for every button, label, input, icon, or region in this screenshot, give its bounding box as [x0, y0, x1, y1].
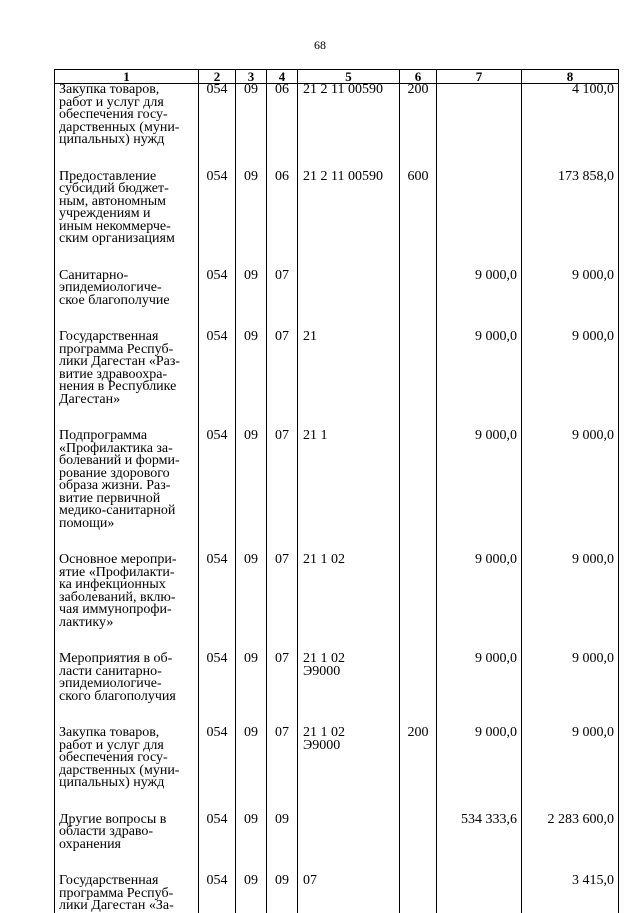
row-target-item-text: 21	[303, 329, 317, 344]
row-target-item-cell	[298, 270, 400, 308]
row-target-item-cell	[298, 84, 400, 147]
row-target-item-text: 21 2 11 00590	[303, 82, 383, 97]
row-amount-1-text: 9 000,0	[475, 267, 517, 283]
row-amount-2-cell	[522, 331, 619, 406]
spacer-cell	[437, 629, 522, 653]
row-amount-1-cell	[437, 267, 522, 308]
row-expense-type-cell	[400, 270, 437, 308]
spacer-cell	[437, 147, 522, 171]
spacer-cell	[55, 147, 199, 171]
spacer-cell	[522, 851, 619, 875]
spacer-cell	[298, 246, 400, 270]
row-name-cell	[55, 430, 199, 530]
spacer-cell	[267, 851, 298, 875]
row-target-item-text: 21 2 11 00590	[303, 168, 383, 184]
row-expense-type-cell	[400, 84, 437, 147]
spacer-cell	[55, 703, 199, 727]
spacer-cell	[267, 530, 298, 554]
row-admin-code-text: 054	[206, 552, 228, 567]
row-subsection-code-cell	[267, 875, 298, 913]
row-name-text: Закупка товаров, работ и услуг для обеспечения госу- дарственных (муни- ципальных) нужд	[59, 82, 180, 147]
row-admin-code-cell	[199, 168, 236, 246]
spacer-cell	[298, 703, 400, 727]
row-spacer	[55, 307, 619, 331]
row-spacer	[55, 629, 619, 653]
spacer-cell	[55, 629, 199, 653]
column-header-amount-2: 8	[522, 70, 619, 84]
row-amount-2-cell	[522, 727, 619, 790]
row-target-item-cell	[298, 653, 400, 703]
row-expense-type-cell	[400, 430, 437, 530]
row-section-code-cell	[236, 653, 267, 703]
spacer-cell	[267, 703, 298, 727]
row-amount-1-cell	[437, 171, 522, 246]
row-amount-2-cell	[522, 811, 619, 852]
row-section-code-cell	[236, 84, 267, 147]
row-name-cell	[55, 653, 199, 703]
spacer-cell	[298, 530, 400, 554]
row-amount-2-text: 9 000,0	[572, 651, 614, 666]
spacer-cell	[298, 851, 400, 875]
row-name-text: Государственная программа Респуб- лики Дагестан «Раз- витие здравоохра- нения в Республике Дагестан»	[59, 329, 181, 407]
row-expense-type-cell	[400, 727, 437, 790]
row-admin-code-cell	[199, 875, 236, 913]
row-subsection-code-cell	[267, 554, 298, 629]
spacer-cell	[55, 307, 199, 331]
table-row	[55, 727, 619, 790]
row-name-text: Предоставление субсидий бюджет- ным, автономным учреждениям и иным некоммерче- ским организациям	[59, 168, 175, 246]
row-amount-1-cell	[437, 331, 522, 406]
row-target-item-cell	[298, 875, 400, 913]
row-target-item-text: 21 1	[303, 428, 328, 443]
spacer-cell	[522, 629, 619, 653]
spacer-cell	[400, 703, 437, 727]
row-subsection-code-cell	[267, 653, 298, 703]
table-row	[55, 875, 619, 913]
row-amount-1-cell	[437, 811, 522, 852]
row-name-cell	[55, 554, 199, 629]
spacer-cell	[400, 851, 437, 875]
row-subsection-code-text: 09	[275, 873, 289, 888]
table-row	[55, 171, 619, 246]
spacer-cell	[400, 147, 437, 171]
row-name-text: Мероприятия в об- ласти санитарно- эпидемиологиче- ского благополучия	[59, 651, 176, 704]
row-target-item-text: 07	[303, 873, 317, 888]
row-target-item-cell	[298, 727, 400, 790]
row-admin-code-text: 054	[206, 267, 228, 283]
spacer-cell	[400, 629, 437, 653]
row-section-code-text: 09	[244, 428, 258, 443]
row-subsection-code-text: 06	[275, 82, 289, 97]
row-amount-2-cell	[522, 267, 619, 308]
row-admin-code-cell	[199, 811, 236, 852]
row-expense-type-text: 200	[407, 725, 429, 740]
spacer-cell	[236, 246, 267, 270]
column-header-subsection: 4	[267, 70, 298, 84]
row-amount-1-text: 9 000,0	[475, 552, 517, 567]
row-target-item-text: 21 1 02	[303, 552, 345, 567]
spacer-cell	[199, 629, 236, 653]
row-subsection-code-text: 07	[275, 651, 289, 666]
spacer-cell	[522, 246, 619, 270]
row-name-cell	[55, 84, 199, 147]
spacer-cell	[400, 307, 437, 331]
table-row	[55, 653, 619, 703]
table-body	[55, 84, 619, 913]
row-amount-1-text: 9 000,0	[475, 651, 517, 666]
row-name-cell	[55, 727, 199, 790]
row-admin-code-cell	[199, 727, 236, 790]
row-target-item-text: 21 1 02 Э9000	[303, 651, 345, 679]
row-admin-code-cell	[199, 554, 236, 629]
spacer-cell	[236, 147, 267, 171]
row-spacer	[55, 147, 619, 171]
row-section-code-cell	[236, 430, 267, 530]
spacer-cell	[400, 790, 437, 814]
spacer-cell	[267, 147, 298, 171]
row-section-code-text: 09	[244, 811, 258, 827]
row-amount-2-text: 4 100,0	[572, 82, 614, 97]
row-section-code-cell	[236, 811, 267, 852]
spacer-cell	[199, 406, 236, 430]
row-subsection-code-text: 07	[275, 267, 289, 283]
row-admin-code-cell	[199, 267, 236, 308]
spacer-cell	[437, 703, 522, 727]
row-admin-code-text: 054	[206, 651, 228, 666]
row-target-item-cell	[298, 331, 400, 406]
row-admin-code-text: 054	[206, 329, 228, 344]
row-expense-type-text: 200	[407, 82, 429, 97]
row-section-code-text: 09	[244, 168, 258, 184]
row-amount-1-cell	[437, 554, 522, 629]
row-section-code-cell	[236, 168, 267, 246]
row-subsection-code-cell	[267, 267, 298, 308]
row-spacer	[55, 530, 619, 554]
row-spacer	[55, 703, 619, 727]
spacer-cell	[298, 629, 400, 653]
table-row	[55, 270, 619, 308]
row-amount-2-cell	[522, 875, 619, 913]
row-spacer	[55, 851, 619, 875]
row-name-text: Другие вопросы в области здраво- охранения	[59, 811, 167, 852]
row-amount-1-text: 9 000,0	[475, 329, 517, 344]
row-amount-2-text: 2 283 600,0	[547, 811, 614, 827]
spacer-cell	[522, 147, 619, 171]
row-section-code-text: 09	[244, 82, 258, 97]
spacer-cell	[437, 790, 522, 814]
row-subsection-code-cell	[267, 168, 298, 246]
spacer-cell	[522, 307, 619, 331]
spacer-cell	[522, 703, 619, 727]
row-name-cell	[55, 875, 199, 913]
spacer-cell	[199, 851, 236, 875]
spacer-cell	[298, 147, 400, 171]
spacer-cell	[437, 530, 522, 554]
row-amount-1-text: 534 333,6	[461, 811, 517, 827]
row-name-text: Закупка товаров, работ и услуг для обеспечения госу- дарственных (муни- ципальных) нужд	[59, 725, 180, 790]
row-target-item-cell	[298, 814, 400, 852]
row-name-cell	[55, 168, 199, 246]
row-section-code-cell	[236, 267, 267, 308]
row-admin-code-text: 054	[206, 873, 228, 888]
row-target-item-cell	[298, 554, 400, 629]
row-subsection-code-cell	[267, 430, 298, 530]
spacer-cell	[267, 246, 298, 270]
row-amount-1-cell	[437, 84, 522, 147]
row-subsection-code-text: 09	[275, 811, 289, 827]
row-spacer	[55, 406, 619, 430]
column-header-target-item: 5	[298, 70, 400, 84]
spacer-cell	[400, 406, 437, 430]
column-header-expense-type: 6	[400, 70, 437, 84]
row-subsection-code-text: 07	[275, 552, 289, 567]
row-amount-1-text: 9 000,0	[475, 725, 517, 740]
row-amount-2-text: 3 415,0	[572, 873, 614, 888]
row-subsection-code-cell	[267, 331, 298, 406]
spacer-cell	[199, 307, 236, 331]
spacer-cell	[298, 790, 400, 814]
spacer-cell	[55, 246, 199, 270]
column-header-amount-1: 7	[437, 70, 522, 84]
row-amount-2-cell	[522, 554, 619, 629]
row-name-text: Государственная программа Респуб- лики Дагестан «За-	[59, 873, 174, 913]
row-name-text: Санитарно- эпидемиологиче- ское благополучие	[59, 267, 170, 308]
row-subsection-code-cell	[267, 84, 298, 147]
spacer-cell	[236, 530, 267, 554]
row-section-code-text: 09	[244, 651, 258, 666]
spacer-cell	[55, 790, 199, 814]
spacer-cell	[267, 307, 298, 331]
spacer-cell	[400, 246, 437, 270]
row-amount-2-text: 9 000,0	[572, 428, 614, 443]
spacer-cell	[267, 790, 298, 814]
row-admin-code-text: 054	[206, 82, 228, 97]
spacer-cell	[55, 406, 199, 430]
row-admin-code-cell	[199, 430, 236, 530]
spacer-cell	[437, 246, 522, 270]
row-spacer	[55, 790, 619, 814]
row-admin-code-cell	[199, 653, 236, 703]
row-amount-1-cell	[437, 727, 522, 790]
row-expense-type-cell	[400, 875, 437, 913]
row-name-cell	[55, 267, 199, 308]
row-amount-2-text: 9 000,0	[572, 267, 614, 283]
table-row	[55, 430, 619, 530]
row-subsection-code-cell	[267, 811, 298, 852]
row-section-code-text: 09	[244, 873, 258, 888]
row-admin-code-text: 054	[206, 811, 228, 827]
row-expense-type-text: 600	[407, 168, 429, 184]
spacer-cell	[437, 851, 522, 875]
row-amount-2-text: 173 858,0	[558, 168, 614, 184]
spacer-cell	[298, 307, 400, 331]
row-subsection-code-cell	[267, 727, 298, 790]
row-subsection-code-text: 06	[275, 168, 289, 184]
spacer-cell	[199, 147, 236, 171]
row-expense-type-cell	[400, 168, 437, 246]
row-amount-1-text: 9 000,0	[475, 428, 517, 443]
spacer-cell	[400, 530, 437, 554]
row-amount-2-cell	[522, 84, 619, 147]
spacer-cell	[236, 307, 267, 331]
row-section-code-text: 09	[244, 552, 258, 567]
row-expense-type-cell	[400, 331, 437, 406]
row-target-item-cell	[298, 430, 400, 530]
spacer-cell	[199, 790, 236, 814]
table-row	[55, 84, 619, 147]
spacer-cell	[522, 530, 619, 554]
row-name-text: Основное меропри- ятие «Профилакти- ка инфекционных заболеваний, вклю- чая иммунопрофи- лактику»	[59, 552, 177, 630]
spacer-cell	[267, 629, 298, 653]
page-number: 68	[314, 38, 326, 52]
row-expense-type-cell	[400, 653, 437, 703]
row-admin-code-text: 054	[206, 168, 228, 184]
row-amount-1-cell	[437, 653, 522, 703]
row-expense-type-cell	[400, 814, 437, 852]
spacer-cell	[55, 851, 199, 875]
row-amount-2-text: 9 000,0	[572, 725, 614, 740]
spacer-cell	[437, 307, 522, 331]
row-section-code-cell	[236, 554, 267, 629]
row-section-code-text: 09	[244, 267, 258, 283]
row-name-cell	[55, 811, 199, 852]
spacer-cell	[298, 406, 400, 430]
row-expense-type-cell	[400, 554, 437, 629]
spacer-cell	[236, 790, 267, 814]
spacer-cell	[522, 406, 619, 430]
spacer-cell	[55, 530, 199, 554]
budget-table	[54, 69, 619, 913]
row-admin-code-text: 054	[206, 725, 228, 740]
spacer-cell	[236, 851, 267, 875]
row-amount-2-cell	[522, 430, 619, 530]
row-amount-2-text: 9 000,0	[572, 552, 614, 567]
row-amount-2-text: 9 000,0	[572, 329, 614, 344]
row-subsection-code-text: 07	[275, 725, 289, 740]
spacer-cell	[199, 530, 236, 554]
row-target-item-text: 21 1 02 Э9000	[303, 725, 345, 753]
spacer-cell	[236, 629, 267, 653]
row-admin-code-cell	[199, 84, 236, 147]
column-header-admin: 2	[199, 70, 236, 84]
row-section-code-cell	[236, 331, 267, 406]
spacer-cell	[522, 790, 619, 814]
row-subsection-code-text: 07	[275, 428, 289, 443]
spacer-cell	[437, 406, 522, 430]
row-amount-2-cell	[522, 653, 619, 703]
row-name-text: Подпрограмма «Профилактика за- болеваний и форми- рование здорового образа жизни. Раз- витие первичной медико-санитарной помощи»	[59, 428, 180, 531]
row-section-code-cell	[236, 875, 267, 913]
spacer-cell	[236, 406, 267, 430]
table-row	[55, 814, 619, 852]
spacer-cell	[199, 246, 236, 270]
spacer-cell	[199, 703, 236, 727]
row-amount-1-cell	[437, 430, 522, 530]
row-target-item-cell	[298, 168, 400, 246]
column-header-name: 1	[55, 70, 199, 84]
row-admin-code-text: 054	[206, 428, 228, 443]
row-section-code-text: 09	[244, 329, 258, 344]
row-section-code-text: 09	[244, 725, 258, 740]
spacer-cell	[236, 703, 267, 727]
row-spacer	[55, 246, 619, 270]
table-row	[55, 554, 619, 629]
row-amount-2-cell	[522, 168, 619, 246]
row-subsection-code-text: 07	[275, 329, 289, 344]
row-name-cell	[55, 331, 199, 406]
row-admin-code-cell	[199, 331, 236, 406]
spacer-cell	[267, 406, 298, 430]
row-section-code-cell	[236, 727, 267, 790]
table-row	[55, 331, 619, 406]
row-amount-1-cell	[437, 875, 522, 913]
column-header-section: 3	[236, 70, 267, 84]
